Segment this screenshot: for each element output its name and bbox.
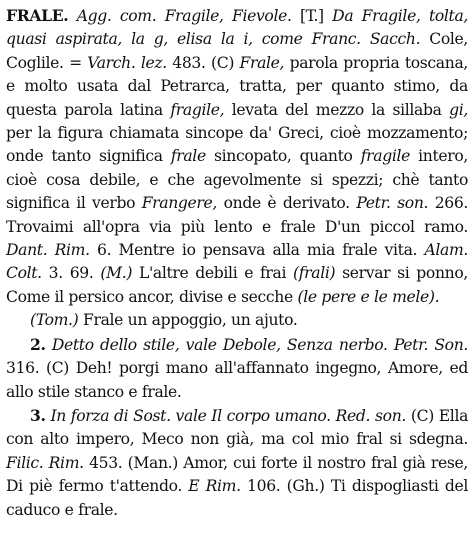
sense-3 <box>6 404 468 522</box>
headword: FRALE. <box>6 6 69 25</box>
note-text-d: sincopato, quanto <box>213 147 353 166</box>
part-of-speech: Agg. com. <box>76 7 157 25</box>
sense-3-citation-filicaia: Filic. Rim. <box>6 453 84 472</box>
citation-petrarca-text: 266. Trovaimi all'opra via più lento e frale D'un piccol ramo. <box>6 194 469 236</box>
note-text-f: onde è derivato. <box>223 194 350 213</box>
citation-alamanni-paren: (le pere e le mele). <box>297 287 440 306</box>
sense-3-number: 3. <box>30 405 46 425</box>
equals-sign: = <box>69 53 82 72</box>
sense-2 <box>6 333 468 404</box>
etymology-italic: tolta, quasi aspirata, la g, elisa la i, come Franc. Sacch. <box>6 7 468 49</box>
tommaseo-text: Frale un appoggio, un ajuto. <box>83 311 298 330</box>
sense-3-text-a: (C) Ella con alto impero, Meco non già, ma col mio fral si sdegna. <box>6 406 469 449</box>
citation-alamanni-number: 3. 69. <box>48 264 94 283</box>
etymology-refs: Cole, Coglile. <box>6 30 468 72</box>
note-fragile-2: fragile <box>360 147 410 166</box>
citation-alamanni-text-b: servar si ponno, Come il persico ancor, divise e secche <box>6 264 468 306</box>
note-lead: Frale, <box>239 53 285 72</box>
sense-2-text: 316. (C) Deh! porgi mano all'affannato ingegno, Amore, ed allo stile stanco e frale. <box>6 359 468 401</box>
note-fragile: fragile, <box>170 100 225 119</box>
citation-alamanni-frali: (frali) <box>292 264 336 283</box>
source-tag: [T.] <box>299 7 324 25</box>
citation-dante-text: 6. Mentre io pensava alla mia frale vita. <box>97 241 418 260</box>
note-text-b: levata del mezzo la sillaba <box>231 100 442 119</box>
sense-2-definition: Detto dello stile, vale Debole, Senza nerbo. <box>51 335 388 354</box>
crusca-tag: (C) <box>211 53 235 72</box>
note-text-c: per la figura chiamata sincope da' Greci, cioè mozzamento; onde tanto significa <box>6 124 468 166</box>
citation-alamanni-text-a: L'altre debili e frai <box>138 264 287 283</box>
citation-dante: Dant. Rim. <box>6 241 90 260</box>
note-text-e: intero, cioè cosa debile, e che agevolmente si spezzi; chè tanto significa il verbo <box>6 147 468 213</box>
citation-alamanni-tag: (M.) <box>100 264 133 283</box>
citation-alamanni: Alam. Colt. <box>6 241 469 283</box>
note-frangere: Frangere, <box>141 194 218 213</box>
sense-3-citation-redi: Red. son. <box>335 406 407 425</box>
citation-varch-number: 483. <box>172 53 206 72</box>
tommaseo-tag: (Tom.) <box>30 311 79 330</box>
note-text-a: parola propria toscana, e molto usata dal Petrarca, tratta, per quanto stimo, da questa parola latina <box>6 53 468 119</box>
note-frale: frale <box>170 147 206 166</box>
etymology-lead: Da Fragile, <box>332 7 421 25</box>
sense-2-citation: Petr. Son. <box>393 335 469 354</box>
citation-varch: Varch. lez. <box>87 53 167 72</box>
paragraph-main <box>6 4 468 309</box>
sense-2-number: 2. <box>30 334 46 354</box>
sense-3-citation-erim: E Rim. <box>188 477 241 496</box>
definition: Fragile, Fievole. <box>164 7 292 25</box>
sense-3-definition: In forza di Sost. vale Il corpo umano. <box>50 406 331 425</box>
note-gi: gi, <box>449 100 469 119</box>
dictionary-entry-frale <box>6 4 468 522</box>
citation-petrarca: Petr. son. <box>356 194 429 213</box>
sense-3-text-b: 453. (Man.) Amor, cui forte il nostro fral già rese, Di piè fermo t'attendo. <box>6 453 469 496</box>
sense-3-text-c: 106. (Gh.) Ti dispogliasti del caduco e frale. <box>6 477 468 519</box>
paragraph-tommaseo <box>6 309 468 332</box>
